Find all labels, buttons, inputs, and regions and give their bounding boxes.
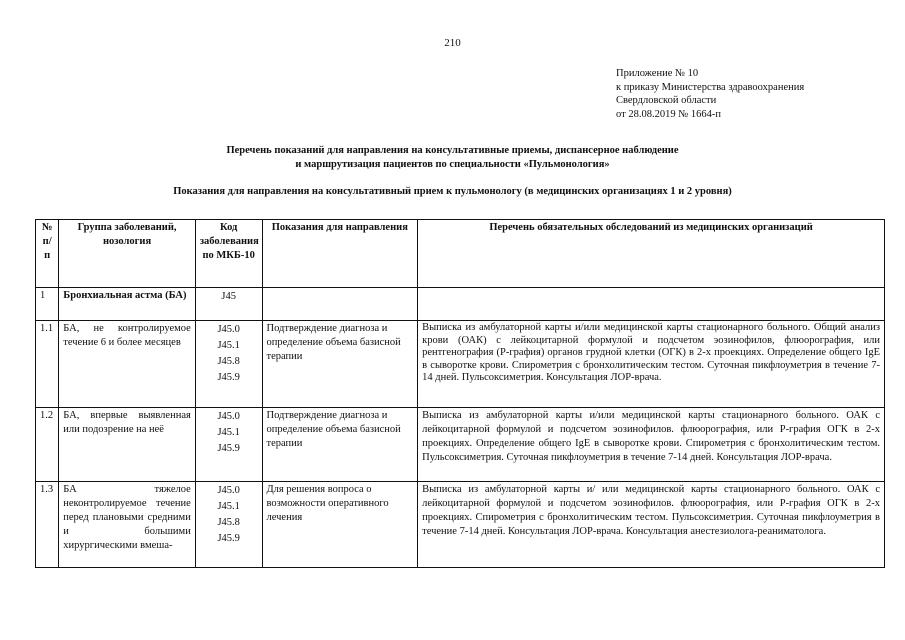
header-code: Код заболевания по МКБ-10 [195,220,262,288]
icd-code: J45.0 [217,485,240,496]
row-num: 1.1 [36,321,59,408]
table-row [36,482,885,568]
row-codes [195,408,262,482]
row-codes [195,288,262,321]
appendix-line: от 28.08.2019 № 1664-п [616,108,721,120]
icd-code: J45 [221,291,236,302]
icd-code: J45.9 [217,443,240,454]
icd-code: J45.8 [217,356,240,367]
page-number: 210 [444,37,461,49]
icd-code: J45.9 [217,372,240,383]
row-num: 1.3 [36,482,59,568]
indications-table [35,219,885,568]
icd-code: J45.1 [217,501,240,512]
row-indications: Подтверждение диагноза и определение объема базисной терапии [262,408,418,482]
table-row [36,288,885,321]
row-group: БА, впервые выявленная или подозрение на неё [59,408,196,482]
table-header-row [36,220,885,288]
header-exams: Перечень обязательных обследований из медицинских организаций [418,220,885,288]
appendix-line: к приказу Министерства здравоохранения [616,81,805,93]
icd-code: J45.1 [217,340,240,351]
table-row [36,408,885,482]
row-num: 1 [36,288,59,321]
icd-code: J45.0 [217,411,240,422]
row-indications [262,288,418,321]
document-title [0,144,905,171]
row-exams: Выписка из амбулаторной карты и/ или медицинской карты стационарного больного. ОАК с лейкоцитарной формулой и подсчетом эозинофилов. флюорография, или Р-графия ОГК в 2-х проекциях. Спирометрия с бронхолитическим тестом. Пульсоксиметрия. Суточная пикфлоуметрия в течение 7-14 дней. Консультация ЛОР-врача. Консультация анестезиолога-реаниматолога. [418,482,885,568]
table-row [36,321,885,408]
row-exams: Выписка из амбулаторной карты и/или медицинской карты стационарного больного. Общий анализ крови (ОАК) с лейкоцитарной формулой и подсчетом эозинофилов, флюорография, или рентгенография (Р-графия) органов грудной клетки (ОГК) в 2-х проекциях. Определение общего IgE в сыворотке крови. Спирометрия с бронхолитическим тестом. Суточная пикфлоуметрия в течение 7-14 дней. Пульсоксиметрия. Консультация ЛОР-врача. [418,321,885,408]
row-indications: Подтверждение диагноза и определение объема базисной терапии [262,321,418,408]
row-group: БА тяжелое неконтролируемое течение перед плановыми средними и большими хирургическими вмеша- [59,482,196,568]
icd-code: J45.9 [217,533,240,544]
row-num: 1.2 [36,408,59,482]
appendix-block [616,67,804,121]
header-indications: Показания для направления [262,220,418,288]
appendix-line: Свердловской области [616,95,717,106]
row-group [59,288,196,321]
title-line: и маршрутизация пациентов по специальности «Пульмонология» [295,158,610,170]
row-exams: Выписка из амбулаторной карты и/или медицинской карты стационарного больного. ОАК с лейкоцитарной формулой и подсчетом эозинофилов. флюорография, или Р-графия ОГК в 2-х проекциях. Определение общего IgE в сыворотке крови. Спирометрия с бронхолитическим тестом. Пульсоксиметрия. Суточная пикфлоуметрия в течение 7-14 дней. Консультация ЛОР-врача. [418,408,885,482]
icd-code: J45.8 [217,517,240,528]
row-codes [195,482,262,568]
icd-code: J45.0 [217,324,240,335]
table-subtitle: Показания для направления на консультативный прием к пульмонологу (в медицинских организациях 1 и 2 уровня) [173,186,732,197]
row-group-bold: Бронхиальная астма (БА) [63,290,187,301]
row-indications: Для решения вопроса о возможности оперативного лечения [262,482,418,568]
title-line: Перечень показаний для направления на консультативные приемы, диспансерное наблюдение [226,145,679,156]
row-exams [418,288,885,321]
row-group: БА, не контролируемое течение 6 и более месяцев [59,321,196,408]
row-codes [195,321,262,408]
appendix-line: Приложение № 10 [616,68,699,79]
header-group: Группа заболеваний, нозология [59,220,196,288]
icd-code: J45.1 [217,427,240,438]
header-num: № п/п [36,220,59,288]
